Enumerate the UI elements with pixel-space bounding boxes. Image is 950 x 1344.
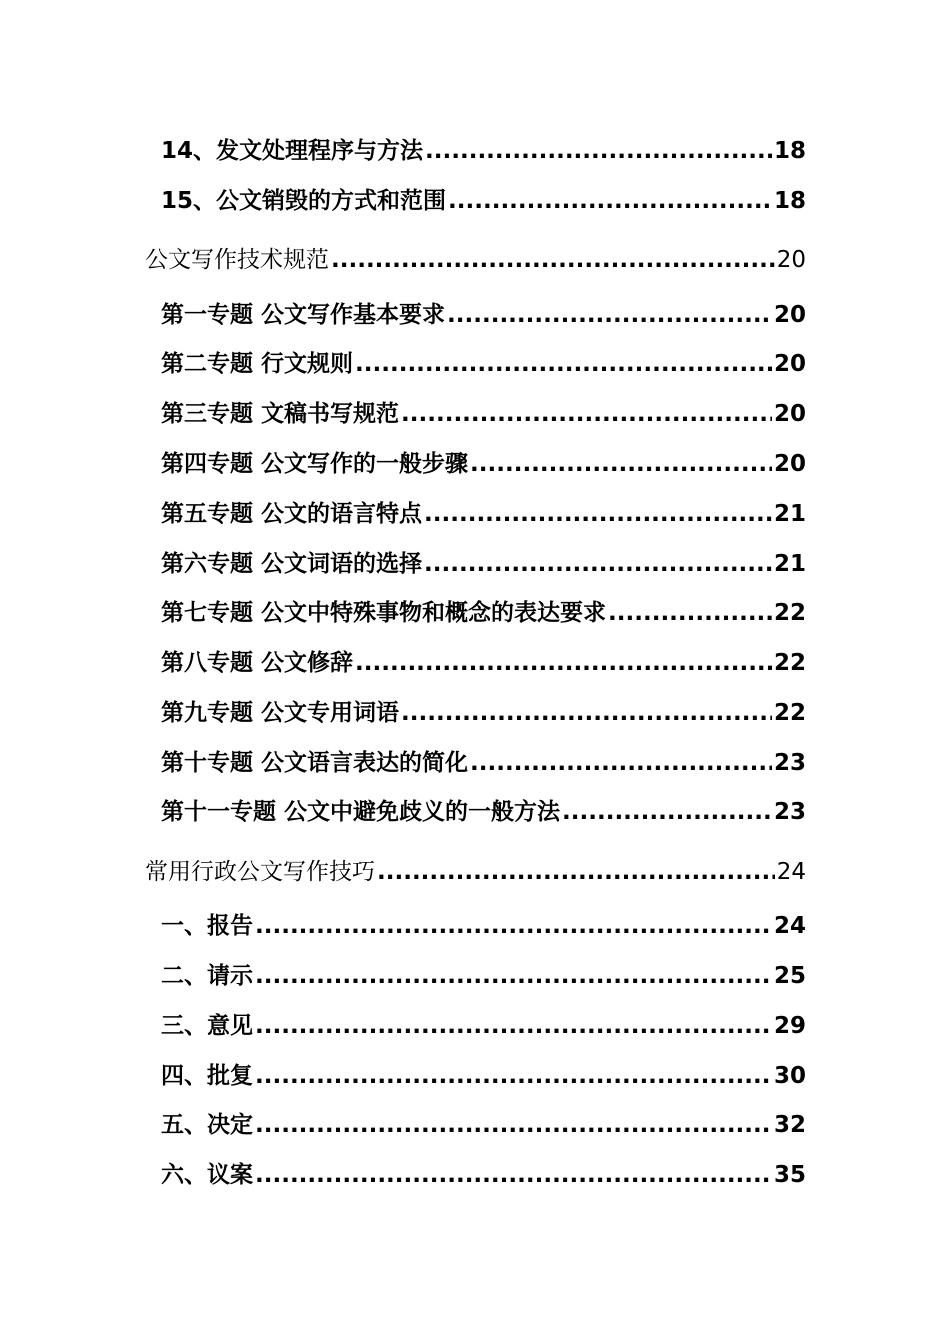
toc-dot-leader: [448, 183, 772, 219]
toc-entry-label: 15、公文销毁的方式和范围: [161, 188, 447, 214]
toc-entry[interactable]: [161, 695, 806, 731]
toc-dot-leader: [425, 133, 772, 169]
toc-entry[interactable]: [161, 1058, 806, 1094]
toc-dot-leader: [255, 1157, 772, 1193]
toc-entry-label: 一、报告: [161, 913, 253, 939]
toc-dot-leader: [255, 958, 772, 994]
toc-page-number: 32: [773, 1112, 806, 1138]
toc-entry[interactable]: [161, 346, 806, 382]
toc-page-number: 22: [773, 600, 806, 626]
toc-entry[interactable]: [161, 745, 806, 781]
toc-dot-leader: [255, 1058, 772, 1094]
toc-dot-leader: [255, 908, 772, 944]
toc-entry[interactable]: [161, 1008, 806, 1044]
toc-entry-label: 六、议案: [161, 1162, 253, 1188]
toc-entry[interactable]: [161, 133, 806, 169]
toc-dot-leader: [355, 645, 772, 681]
toc-dot-leader: [377, 854, 775, 890]
toc-page-number: 25: [773, 963, 806, 989]
toc-dot-leader: [608, 595, 772, 631]
toc-entry[interactable]: [161, 1157, 806, 1193]
toc-dot-leader: [470, 446, 772, 482]
toc-dot-leader: [255, 1008, 772, 1044]
toc-page-number: 21: [773, 501, 806, 527]
toc-dot-leader: [401, 695, 772, 731]
toc-dot-leader: [255, 1107, 772, 1143]
toc-entry[interactable]: [161, 1107, 806, 1143]
toc-entry-label: 14、发文处理程序与方法: [161, 138, 424, 164]
toc-entry[interactable]: [161, 297, 806, 333]
toc-page-number: 20: [776, 247, 806, 273]
toc-entry-label: 第十专题 公文语言表达的简化: [161, 750, 469, 776]
toc-page-number: 23: [773, 750, 806, 776]
toc-entry[interactable]: [161, 645, 806, 681]
toc-entry-label: 第九专题 公文专用词语: [161, 700, 400, 726]
toc-entry-label: 第三专题 文稿书写规范: [161, 401, 400, 427]
toc-page-number: 24: [773, 913, 806, 939]
toc-dot-leader: [331, 242, 775, 278]
toc-dot-leader: [447, 297, 772, 333]
toc-entry[interactable]: [161, 546, 806, 582]
toc-entry-label: 第一专题 公文写作基本要求: [161, 302, 446, 328]
toc-page-number: 20: [773, 451, 806, 477]
toc-page-number: 18: [773, 138, 806, 164]
toc-entry-label: 五、决定: [161, 1112, 253, 1138]
toc-entry[interactable]: [161, 396, 806, 432]
toc-section-entry[interactable]: [145, 854, 806, 890]
toc-entry[interactable]: [161, 908, 806, 944]
toc-section-label: 常用行政公文写作技巧: [145, 859, 375, 885]
toc-entry[interactable]: [161, 446, 806, 482]
toc-entry-label: 第二专题 行文规则: [161, 351, 354, 377]
toc-entry-label: 四、批复: [161, 1063, 253, 1089]
toc-dot-leader: [470, 745, 772, 781]
toc-page-number: 30: [773, 1063, 806, 1089]
toc-entry-label: 第十一专题 公文中避免歧义的一般方法: [161, 799, 561, 825]
toc-entry[interactable]: [161, 958, 806, 994]
toc-page-number: 24: [776, 859, 806, 885]
toc-entry-label: 第八专题 公文修辞: [161, 650, 354, 676]
toc-page-number: 20: [773, 351, 806, 377]
toc-entry-label: 第六专题 公文词语的选择: [161, 551, 423, 577]
toc-entry-label: 三、意见: [161, 1013, 253, 1039]
toc-dot-leader: [424, 546, 772, 582]
toc-page-number: 23: [773, 799, 806, 825]
toc-dot-leader: [562, 794, 772, 830]
toc-entry-label: 第五专题 公文的语言特点: [161, 501, 423, 527]
toc-dot-leader: [355, 346, 772, 382]
toc-page-number: 21: [773, 551, 806, 577]
toc-page-number: 20: [773, 401, 806, 427]
toc-dot-leader: [424, 496, 772, 532]
toc-page-number: 20: [773, 302, 806, 328]
toc-entry[interactable]: [161, 595, 806, 631]
toc-page-number: 35: [773, 1162, 806, 1188]
toc-dot-leader: [401, 396, 772, 432]
toc-page-number: 18: [773, 188, 806, 214]
toc-entry[interactable]: [161, 794, 806, 830]
toc-page-number: 29: [773, 1013, 806, 1039]
toc-entry-label: 二、请示: [161, 963, 253, 989]
toc-entry-label: 第四专题 公文写作的一般步骤: [161, 451, 469, 477]
toc-entry[interactable]: [161, 496, 806, 532]
toc-entry[interactable]: [161, 183, 806, 219]
toc-section-entry[interactable]: [145, 242, 806, 278]
toc-section-label: 公文写作技术规范: [145, 247, 329, 273]
toc-page-number: 22: [773, 700, 806, 726]
toc-page-number: 22: [773, 650, 806, 676]
toc-entry-label: 第七专题 公文中特殊事物和概念的表达要求: [161, 600, 607, 626]
